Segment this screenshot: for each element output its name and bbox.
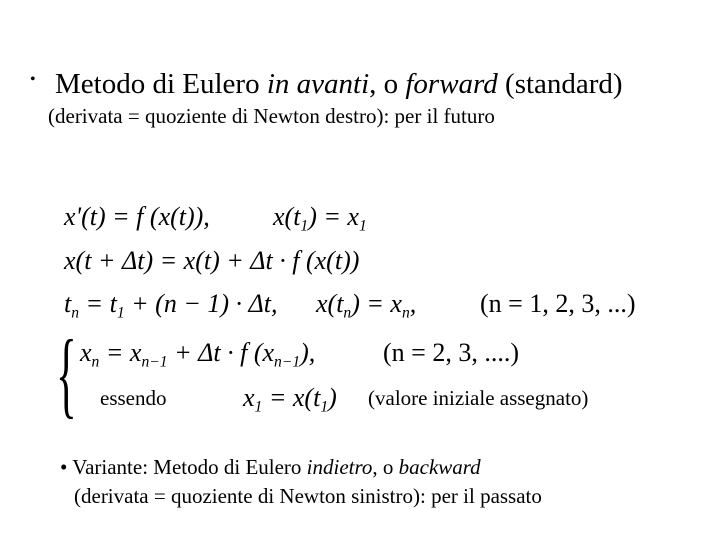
left-brace: {	[56, 320, 77, 427]
slide-title: Metodo di Eulero in avanti, o forward (standard)	[55, 68, 623, 100]
equation-recurrence-range: (n = 2, 3, ....)	[383, 338, 519, 367]
equation-recurrence: $x_n = x_{n-1} + \Delta t \cdot f$ $(x_{n-1})$,	[80, 338, 316, 371]
equation-ode: x'(t) = f (x(t)),	[64, 202, 210, 231]
equation-initial-condition: $x(t_1) = x_1$	[273, 202, 367, 235]
equation-index-range: (n = 1, 2, 3, ...)	[480, 289, 636, 318]
equation-euler-step: x(t + Δt) = x(t) + Δt · f (x(t))	[64, 246, 360, 275]
equation-time-grid: $t_n = t_1 + (n - 1) \cdot \Delta t$,	[64, 289, 278, 322]
bullet: •	[30, 71, 36, 88]
variant-bullet-line: • Variante: Metodo di Eulero indietro, o backward	[60, 455, 481, 479]
essendo-label: essendo	[100, 386, 167, 410]
equation-xn: $x(t_n) = x_n$,	[316, 289, 417, 322]
variant-description: (derivata = quoziente di Newton sinistro): per il passato	[74, 484, 542, 508]
equation-start-value: $x_1 = x(t_1)$	[243, 383, 337, 416]
initial-value-note: (valore iniziale assegnato)	[368, 386, 589, 410]
slide-subtitle: (derivata = quoziente di Newton destro): per il futuro	[48, 104, 495, 128]
